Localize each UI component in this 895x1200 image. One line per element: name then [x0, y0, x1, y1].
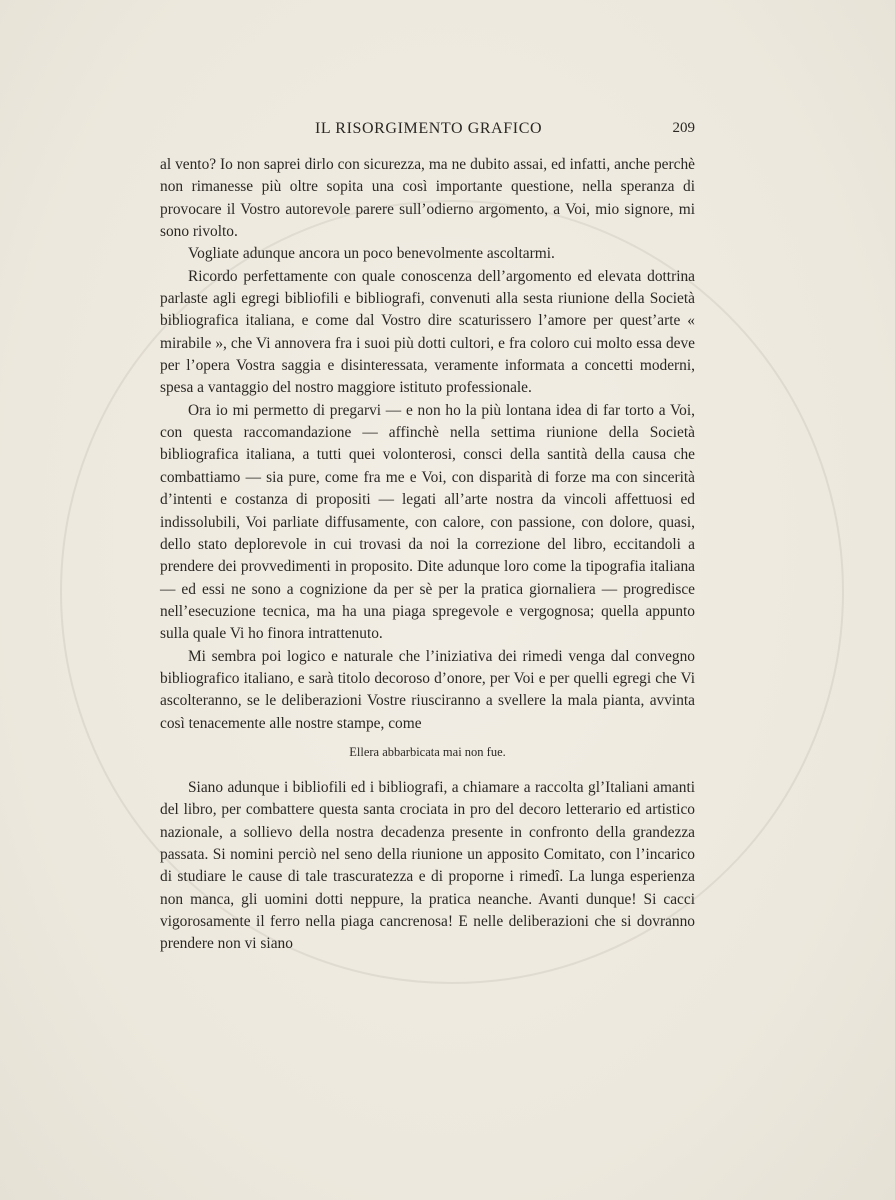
running-title: IL RISORGIMENTO GRAFICO [315, 120, 543, 137]
paragraph: Ricordo perfettamente con quale conoscenza dell’argomento ed elevata dottrina parlaste agli egregi bibliofili e bibliografi, convenuti alla sesta riunione della Società bibliografica italiana, e come dal Vostro dire scaturissero l’amore per quest’arte « mirabile », che Vi annovera fra i suoi più dotti cultori, e fra coloro cui molto essa deve per l’opera Vostra saggia e disinteressata, veramente informata a concetti moderni, spesa a vantaggio del nostro maggiore istituto professionale. [160, 267, 695, 397]
paragraph: Ora io mi permetto di pregarvi — e non ho la più lontana idea di far torto a Voi, con questa raccomandazione — affinchè nella settima riunione della Società bibliografica italiana, a tutti quei volonterosi, consci della santità della causa che combattiamo — sia pure, come fra me e Voi, con disparità di forze ma con sincerità d’intenti e costanza di propositi — legati all’arte nostra da vincoli affettuosi ed indissolubili, Voi parliate diffusamente, con calore, con passione, con dolore, quasi, dello stato deplorevole in cui trovasi da noi la correzione del libro, eccitandoli a prendere dei provvedimenti in proposito. Dite adunque loro come la tipografia italiana — ed essi ne sono a cognizione da per sè per la pratica giornaliera — progredisce nell’esecuzione tecnica, ma ha una piaga spregevole e vergognosa; quella appunto sulla quale Vi ho finora intrattenuto. [160, 401, 695, 643]
paragraph: al vento? Io non saprei dirlo con sicurezza, ma ne dubito assai, ed infatti, anche perchè non rimanesse più oltre sopita una così importante questione, nella speranza di provocare il Vostro autorevole parere sull’odierno argomento, a Voi, mio signore, mi sono rivolto. [160, 156, 695, 241]
paragraph: Siano adunque i bibliofili ed i bibliografi, a chiamare a raccolta gl’Italiani amanti del libro, per combattere questa santa crociata in pro del decoro letterario ed artistico nazionale, a sollievo della nostra decadenza presente in confronto della grandezza passata. Si nomini perciò nel seno della riunione un apposito Comitato, con l’incarico di studiare le cause di tale trascuratezza e di proporne i rimedî. La lunga esperienza non manca, gli uomini dotti neppure, la pratica neanche. Avanti dunque! Si cacci vigorosamente il ferro nella piaga cancrenosa! E nelle deliberazioni che si dovranno prendere non vi siano [160, 778, 695, 953]
body-text [160, 154, 695, 956]
page-number: 209 [672, 120, 695, 136]
verse-quote: Ellera abbarbicata mai non fue. [349, 744, 506, 759]
paragraph: Vogliate adunque ancora un poco benevolmente ascoltarmi. [188, 245, 555, 263]
paragraph: Mi sembra poi logico e naturale che l’iniziativa dei rimedi venga dal convegno bibliografico italiano, e sarà titolo decoroso d’onore, per Voi e per quelli egregi che Vi ascolteranno, se le deliberazioni Vostre riusciranno a svellere la mala pianta, avvinta così tenacemente alle nostre stampe, come [160, 647, 695, 732]
page-header [160, 120, 695, 142]
